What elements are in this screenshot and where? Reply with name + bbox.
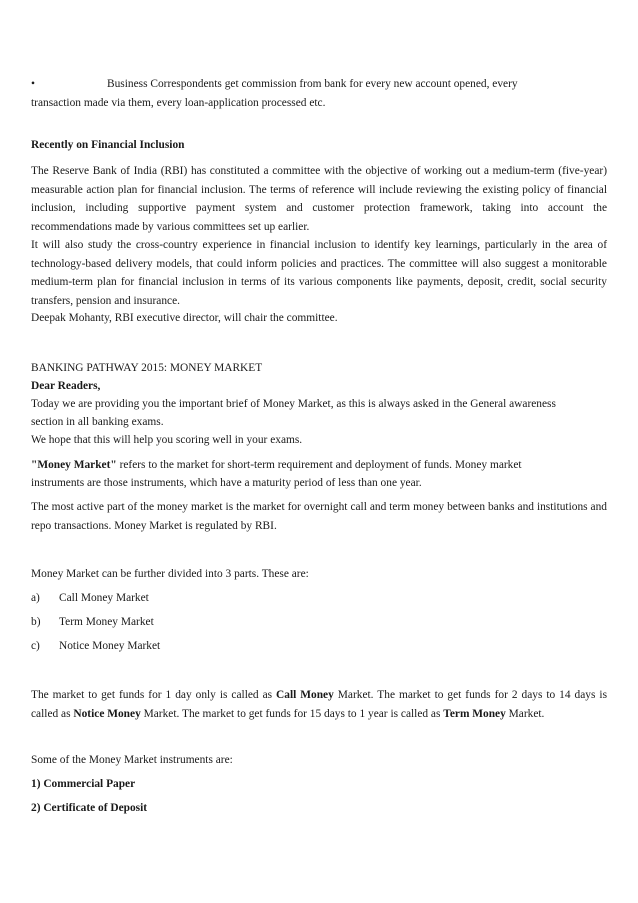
list-item-text: Call Money Market xyxy=(59,592,149,604)
funds-text-1: The market to get funds for 1 day only is called as xyxy=(31,689,277,701)
paragraph-rbi-committee: The Reserve Bank of India (RBI) has constituted a committee with the objective of working out a medium-term (five-year) measurable action plan for financial inclusion. The terms of reference will include reviewing the existing policy of financial inclusion, including supportive payment system and customer protection framework, taking into account the recommendations made by various committees set up earlier. xyxy=(31,165,607,233)
list-item xyxy=(31,613,607,632)
funds-bold-notice: Notice Money xyxy=(73,707,141,720)
list-item-text: Term Money Market xyxy=(59,616,154,628)
section-heading-financial-inclusion: Recently on Financial Inclusion xyxy=(31,139,185,151)
definition-rest: refers to the market for short-term requirement and deployment of funds. Money market xyxy=(116,459,522,471)
definition-line1 xyxy=(31,456,607,475)
intro-line3: We hope that this will help you scoring well in your exams. xyxy=(31,434,303,446)
instrument-item: 2) Certificate of Deposit xyxy=(31,802,148,814)
funds-bold-call: Call Money xyxy=(276,689,334,701)
list-item xyxy=(31,637,607,656)
list-item-label: a) xyxy=(31,592,40,604)
list-item xyxy=(31,589,607,608)
paragraph-active-part: The most active part of the money market is the market for overnight call and term money between banks and institutions and repo transactions. Money Market is regulated by RBI. xyxy=(31,501,607,532)
list-item-label: b) xyxy=(31,616,41,628)
list-item-text: Notice Money Market xyxy=(59,640,161,652)
instruments-intro: Some of the Money Market instruments are: xyxy=(31,754,233,766)
parts-intro: Money Market can be further divided into 3 parts. These are: xyxy=(31,568,309,580)
funds-text-4: Market. xyxy=(505,707,545,720)
funds-bold-term: Term Money xyxy=(443,707,506,720)
intro-line1: Today we are providing you the important brief of Money Market, as this is always asked in the General awareness xyxy=(31,398,556,410)
greeting: Dear Readers, xyxy=(31,380,101,392)
paragraph-funds-duration xyxy=(31,686,607,723)
paragraph-cross-country: It will also study the cross-country experience in financial inclusion to identify key learnings, particularly in the area of technology-based delivery models, that could inform policies and practices. The committee will also suggest a monitorable medium-term plan for financial inclusion in terms of its various components like payments, deposit, credit, social security transfers, pension and insurance. xyxy=(31,239,607,307)
paragraph-chair: Deepak Mohanty, RBI executive director, will chair the committee. xyxy=(31,312,338,324)
bullet-item xyxy=(31,75,607,94)
intro-line2: section in all banking exams. xyxy=(31,416,164,428)
funds-text-2: Market. The market to get funds for 2 days to 14 days is called as xyxy=(31,689,607,720)
list-item-label: c) xyxy=(31,640,40,652)
bullet-glyph: • xyxy=(31,78,35,90)
bullet-text-line2: transaction made via them, every loan-application processed etc. xyxy=(31,97,326,109)
funds-text-3: Market. The market to get funds for 15 days to 1 year is called as xyxy=(140,707,444,720)
definition-line2: instruments are those instruments, which have a maturity period of less than one year. xyxy=(31,477,422,489)
section-title-money-market: BANKING PATHWAY 2015: MONEY MARKET xyxy=(31,362,263,374)
instrument-item: 1) Commercial Paper xyxy=(31,778,136,790)
definition-term: "Money Market" xyxy=(31,459,117,471)
bullet-text-line1: Business Correspondents get commission from bank for every new account opened, every xyxy=(107,78,518,90)
